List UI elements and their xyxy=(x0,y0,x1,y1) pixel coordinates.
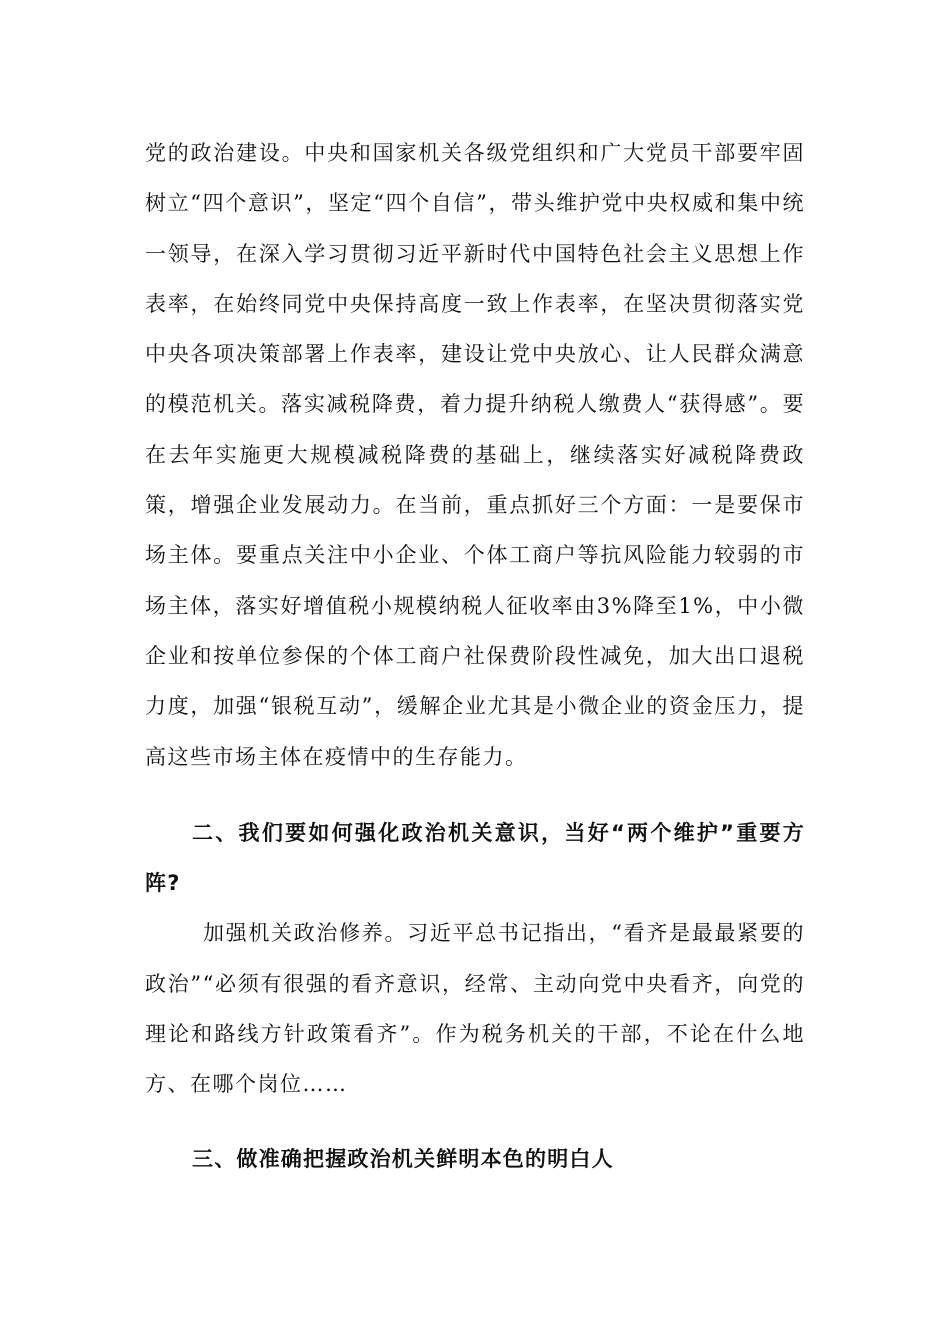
section-heading-3: 三、做准确把握政治机关鲜明本色的明白人 xyxy=(192,1146,614,1171)
body-paragraph-1: 党的政治建设。中央和国家机关各级党组织和广大党员干部要牢固树立“四个意识”，坚定“四个自信”，带头维护党中央权威和集中统一领导，在深入学习贯彻习近平新时代中国特色社会主义思想上作表率，在始终同党中央保持高度一致上作表率，在坚决贯彻落实党中央各项决策部署上作表率，建设让党中央放心、让人民群众满意的模范机关。落实减税降费，着力提升纳税人缴费人“获得感”。要在去年实施更大规模减税降费的基础上，继续落实好减税降费政策，增强企业发展动力。在当前，重点抓好三个方面：一是要保市场主体。要重点关注中小企业、个体工商户等抗风险能力较弱的市场主体，落实好增值税小规模纳税人征收率由3%降至1%，中小微企业和按单位参保的个体工商户社保费阶段性减免，加大出口退税力度，加强“银税互动”，缓解企业尤其是小微企业的资金压力，提高这些市场主体在疫情中的生存能力。 xyxy=(145,141,805,769)
paragraph-spacer xyxy=(145,1110,805,1134)
section-heading-2: 二、我们要如何强化政治机关意识，当好“两个维护”重要方阵? xyxy=(145,820,805,896)
document-body xyxy=(145,128,805,1184)
body-paragraph-2: 加强机关政治修养。习近平总书记指出，“看齐是最最紧要的政治”“必须有很强的看齐意识，经常、主动向党中央看齐，向党的理论和路线方针政策看齐”。作为税务机关的干部，不论在什么地方、在哪个岗位…… xyxy=(145,921,805,1097)
paragraph-spacer xyxy=(145,782,805,808)
